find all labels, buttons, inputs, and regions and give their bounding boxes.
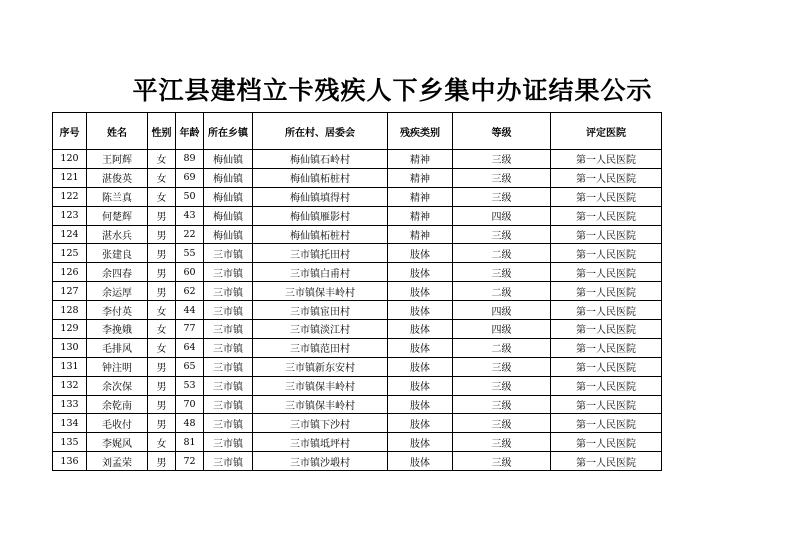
cell-age: 44 — [176, 301, 204, 320]
cell-age: 65 — [176, 357, 204, 376]
cell-village: 梅仙镇石岭村 — [253, 150, 388, 169]
cell-gender: 女 — [148, 301, 176, 320]
cell-gender: 男 — [148, 263, 176, 282]
cell-grade: 三级 — [453, 357, 551, 376]
cell-disability-type: 精神 — [388, 150, 453, 169]
cell-hospital: 第一人民医院 — [551, 338, 662, 357]
cell-index: 128 — [53, 301, 87, 320]
cell-index: 123 — [53, 206, 87, 225]
cell-village: 三市镇坻坪村 — [253, 433, 388, 452]
cell-index: 133 — [53, 395, 87, 414]
table-row — [53, 150, 662, 169]
cell-index: 126 — [53, 263, 87, 282]
cell-township: 三市镇 — [204, 338, 253, 357]
cell-village: 三市镇保丰岭村 — [253, 376, 388, 395]
cell-village: 梅仙镇填得村 — [253, 187, 388, 206]
cell-hospital: 第一人民医院 — [551, 282, 662, 301]
cell-township: 三市镇 — [204, 263, 253, 282]
cell-hospital: 第一人民医院 — [551, 433, 662, 452]
cell-hospital: 第一人民医院 — [551, 168, 662, 187]
cell-grade: 三级 — [453, 150, 551, 169]
cell-index: 121 — [53, 168, 87, 187]
cell-gender: 男 — [148, 225, 176, 244]
cell-village: 三市镇新东安村 — [253, 357, 388, 376]
cell-grade: 二级 — [453, 282, 551, 301]
cell-gender: 女 — [148, 168, 176, 187]
cell-hospital: 第一人民医院 — [551, 395, 662, 414]
cell-gender: 男 — [148, 452, 176, 471]
cell-village: 梅仙镇雁影村 — [253, 206, 388, 225]
cell-gender: 女 — [148, 338, 176, 357]
cell-township: 梅仙镇 — [204, 168, 253, 187]
cell-index: 132 — [53, 376, 87, 395]
table-row — [53, 301, 662, 320]
cell-township: 三市镇 — [204, 282, 253, 301]
cell-disability-type: 精神 — [388, 225, 453, 244]
cell-name: 钟注明 — [87, 357, 148, 376]
cell-name: 毛收付 — [87, 414, 148, 433]
page-title: 平江县建档立卡残疾人下乡集中办证结果公示 — [132, 76, 653, 105]
cell-name: 湛水兵 — [87, 225, 148, 244]
cell-grade: 四级 — [453, 301, 551, 320]
col-header-village: 所在村、居委会 — [253, 113, 388, 150]
col-header-index: 序号 — [53, 113, 87, 150]
cell-village: 三市镇范田村 — [253, 338, 388, 357]
cell-gender: 女 — [148, 320, 176, 339]
cell-grade: 二级 — [453, 244, 551, 263]
cell-village: 梅仙镇柘桩村 — [253, 225, 388, 244]
cell-disability-type: 肢体 — [388, 452, 453, 471]
cell-age: 77 — [176, 320, 204, 339]
cell-index: 129 — [53, 320, 87, 339]
col-header-name: 姓名 — [87, 113, 148, 150]
cell-township: 三市镇 — [204, 301, 253, 320]
cell-grade: 三级 — [453, 168, 551, 187]
cell-hospital: 第一人民医院 — [551, 376, 662, 395]
cell-age: 53 — [176, 376, 204, 395]
results-table — [52, 112, 662, 471]
cell-township: 三市镇 — [204, 320, 253, 339]
cell-name: 李娓风 — [87, 433, 148, 452]
cell-grade: 二级 — [453, 338, 551, 357]
cell-disability-type: 精神 — [388, 168, 453, 187]
cell-village: 三市镇托田村 — [253, 244, 388, 263]
cell-disability-type: 精神 — [388, 206, 453, 225]
cell-village: 梅仙镇柘桩村 — [253, 168, 388, 187]
cell-name: 毛排风 — [87, 338, 148, 357]
cell-hospital: 第一人民医院 — [551, 187, 662, 206]
cell-index: 135 — [53, 433, 87, 452]
cell-disability-type: 肢体 — [388, 263, 453, 282]
cell-age: 55 — [176, 244, 204, 263]
cell-grade: 四级 — [453, 320, 551, 339]
cell-grade: 三级 — [453, 395, 551, 414]
cell-disability-type: 精神 — [388, 187, 453, 206]
col-header-gender: 性别 — [148, 113, 176, 150]
cell-disability-type: 肢体 — [388, 282, 453, 301]
cell-index: 136 — [53, 452, 87, 471]
cell-index: 122 — [53, 187, 87, 206]
cell-hospital: 第一人民医院 — [551, 301, 662, 320]
cell-name: 余运厚 — [87, 282, 148, 301]
cell-age: 69 — [176, 168, 204, 187]
cell-index: 127 — [53, 282, 87, 301]
cell-township: 梅仙镇 — [204, 187, 253, 206]
cell-name: 余次保 — [87, 376, 148, 395]
cell-township: 三市镇 — [204, 357, 253, 376]
cell-disability-type: 肢体 — [388, 301, 453, 320]
cell-village: 三市镇宦田村 — [253, 301, 388, 320]
cell-name: 刘孟荣 — [87, 452, 148, 471]
col-header-disability-type: 残疾类别 — [388, 113, 453, 150]
cell-hospital: 第一人民医院 — [551, 357, 662, 376]
cell-hospital: 第一人民医院 — [551, 320, 662, 339]
cell-grade: 三级 — [453, 225, 551, 244]
table-row — [53, 244, 662, 263]
cell-township: 梅仙镇 — [204, 206, 253, 225]
table-row — [53, 414, 662, 433]
cell-name: 余四春 — [87, 263, 148, 282]
cell-name: 李挽娥 — [87, 320, 148, 339]
cell-village: 三市镇保丰岭村 — [253, 282, 388, 301]
cell-age: 62 — [176, 282, 204, 301]
table-row — [53, 433, 662, 452]
cell-age: 81 — [176, 433, 204, 452]
table-row — [53, 187, 662, 206]
cell-age: 43 — [176, 206, 204, 225]
cell-name: 张建良 — [87, 244, 148, 263]
cell-village: 三市镇沙塅村 — [253, 452, 388, 471]
cell-hospital: 第一人民医院 — [551, 263, 662, 282]
cell-age: 60 — [176, 263, 204, 282]
cell-township: 三市镇 — [204, 414, 253, 433]
cell-index: 124 — [53, 225, 87, 244]
cell-disability-type: 肢体 — [388, 395, 453, 414]
table-row — [53, 206, 662, 225]
table-row — [53, 282, 662, 301]
table-row — [53, 338, 662, 357]
cell-grade: 三级 — [453, 433, 551, 452]
cell-gender: 男 — [148, 244, 176, 263]
table-row — [53, 452, 662, 471]
cell-hospital: 第一人民医院 — [551, 244, 662, 263]
cell-disability-type: 肢体 — [388, 338, 453, 357]
table-row — [53, 168, 662, 187]
cell-hospital: 第一人民医院 — [551, 206, 662, 225]
col-header-hospital: 评定医院 — [551, 113, 662, 150]
cell-index: 130 — [53, 338, 87, 357]
cell-grade: 三级 — [453, 414, 551, 433]
cell-township: 三市镇 — [204, 433, 253, 452]
cell-gender: 女 — [148, 150, 176, 169]
cell-township: 三市镇 — [204, 395, 253, 414]
cell-hospital: 第一人民医院 — [551, 452, 662, 471]
cell-disability-type: 肢体 — [388, 244, 453, 263]
cell-gender: 男 — [148, 395, 176, 414]
cell-gender: 女 — [148, 433, 176, 452]
cell-age: 48 — [176, 414, 204, 433]
table-row — [53, 395, 662, 414]
cell-name: 余乾南 — [87, 395, 148, 414]
table-header-row — [53, 113, 662, 150]
cell-village: 三市镇淡江村 — [253, 320, 388, 339]
cell-hospital: 第一人民医院 — [551, 225, 662, 244]
cell-village: 三市镇白甫村 — [253, 263, 388, 282]
cell-township: 梅仙镇 — [204, 150, 253, 169]
cell-gender: 男 — [148, 376, 176, 395]
cell-disability-type: 肢体 — [388, 320, 453, 339]
cell-gender: 女 — [148, 187, 176, 206]
cell-gender: 男 — [148, 357, 176, 376]
cell-village: 三市镇下沙村 — [253, 414, 388, 433]
table-row — [53, 320, 662, 339]
cell-gender: 男 — [148, 206, 176, 225]
col-header-age: 年龄 — [176, 113, 204, 150]
cell-name: 王阿辉 — [87, 150, 148, 169]
cell-disability-type: 肢体 — [388, 357, 453, 376]
cell-township: 三市镇 — [204, 244, 253, 263]
cell-grade: 四级 — [453, 206, 551, 225]
table-row — [53, 376, 662, 395]
cell-disability-type: 肢体 — [388, 376, 453, 395]
cell-hospital: 第一人民医院 — [551, 414, 662, 433]
table-row — [53, 225, 662, 244]
cell-township: 三市镇 — [204, 376, 253, 395]
cell-disability-type: 肢体 — [388, 433, 453, 452]
table-row — [53, 357, 662, 376]
cell-index: 120 — [53, 150, 87, 169]
cell-township: 梅仙镇 — [204, 225, 253, 244]
cell-name: 湛俊英 — [87, 168, 148, 187]
col-header-township: 所在乡镇 — [204, 113, 253, 150]
cell-village: 三市镇保丰岭村 — [253, 395, 388, 414]
cell-name: 何楚辉 — [87, 206, 148, 225]
cell-name: 李付英 — [87, 301, 148, 320]
cell-name: 陈兰真 — [87, 187, 148, 206]
cell-age: 22 — [176, 225, 204, 244]
cell-index: 125 — [53, 244, 87, 263]
cell-gender: 男 — [148, 282, 176, 301]
table-row — [53, 263, 662, 282]
cell-hospital: 第一人民医院 — [551, 150, 662, 169]
cell-grade: 三级 — [453, 376, 551, 395]
cell-index: 134 — [53, 414, 87, 433]
col-header-grade: 等级 — [453, 113, 551, 150]
cell-age: 70 — [176, 395, 204, 414]
cell-index: 131 — [53, 357, 87, 376]
cell-age: 72 — [176, 452, 204, 471]
cell-age: 64 — [176, 338, 204, 357]
table-body — [53, 150, 662, 471]
cell-gender: 男 — [148, 414, 176, 433]
cell-grade: 三级 — [453, 263, 551, 282]
cell-age: 50 — [176, 187, 204, 206]
cell-disability-type: 肢体 — [388, 414, 453, 433]
cell-age: 89 — [176, 150, 204, 169]
cell-grade: 三级 — [453, 452, 551, 471]
cell-grade: 三级 — [453, 187, 551, 206]
cell-township: 三市镇 — [204, 452, 253, 471]
